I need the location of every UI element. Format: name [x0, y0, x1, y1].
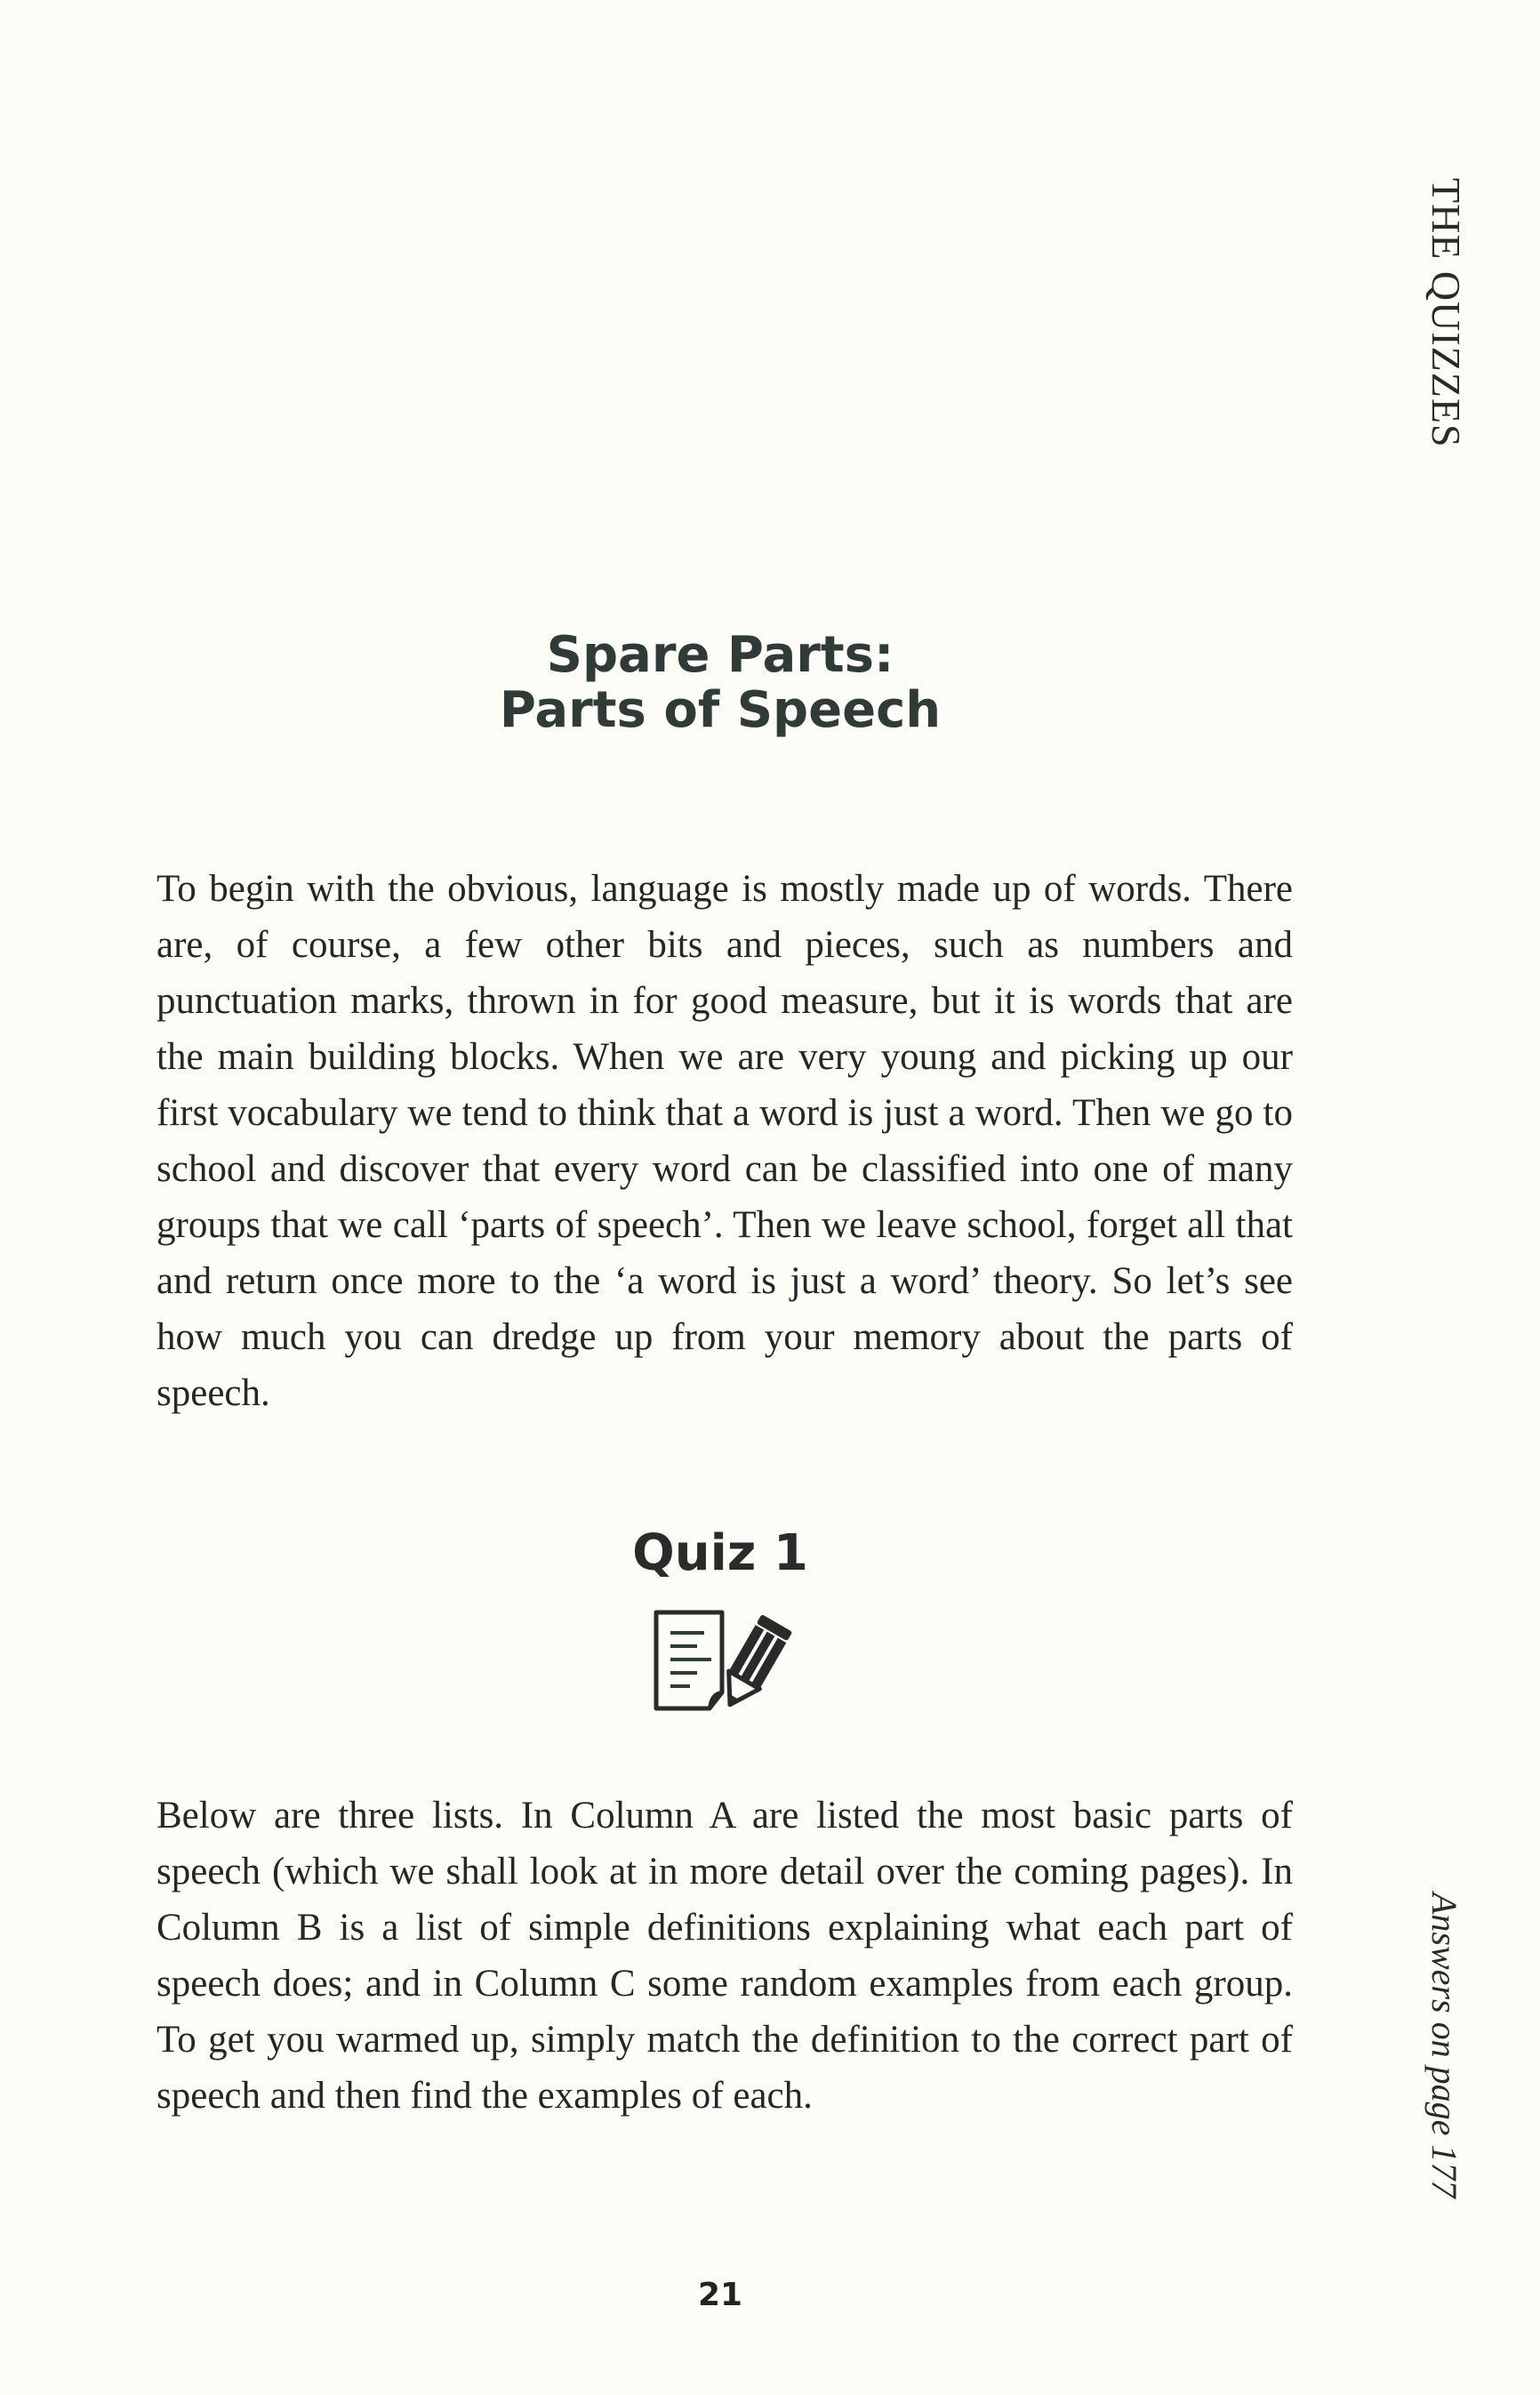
- page-number: 21: [697, 2277, 743, 2313]
- chapter-title-line-1: Spare Parts:: [546, 626, 894, 684]
- quiz-heading: Quiz 1: [632, 1524, 808, 1582]
- intro-paragraph: To begin with the obvious, language is mostly made up of words. There are, of course, a few other bits and pieces, such as numbers and punctuation marks, thrown in for good measure, but it is words that are the main building blocks. When we are very young and picking up our first vocabulary we tend to think that a word is just a word. Then we go to school and discover that every word can be classified into one of many groups that we call ‘parts of speech’. Then we leave school, forget all that and return once more to the ‘a word is just a word’ theory. So let’s see how much you can dredge up from your memory about the parts of speech.: [156, 868, 1293, 1414]
- chapter-title: [356, 628, 1085, 738]
- document-pencil-icon: [649, 1608, 800, 1719]
- running-head: THE QUIZZES: [1424, 178, 1469, 448]
- answers-page-note: Answers on page 177: [1424, 1893, 1464, 2198]
- quiz-instructions: Below are three lists. In Column A are listed the most basic parts of speech (which we shall look at in more detail over the coming pages). In Column B is a list of simple definitions explaining what each part of speech does; and in Column C some random examples from each group. To get you warmed up, simply match the definition to the correct part of speech and then find the examples of each.: [156, 1795, 1293, 2117]
- chapter-title-line-2: Parts of Speech: [499, 681, 942, 739]
